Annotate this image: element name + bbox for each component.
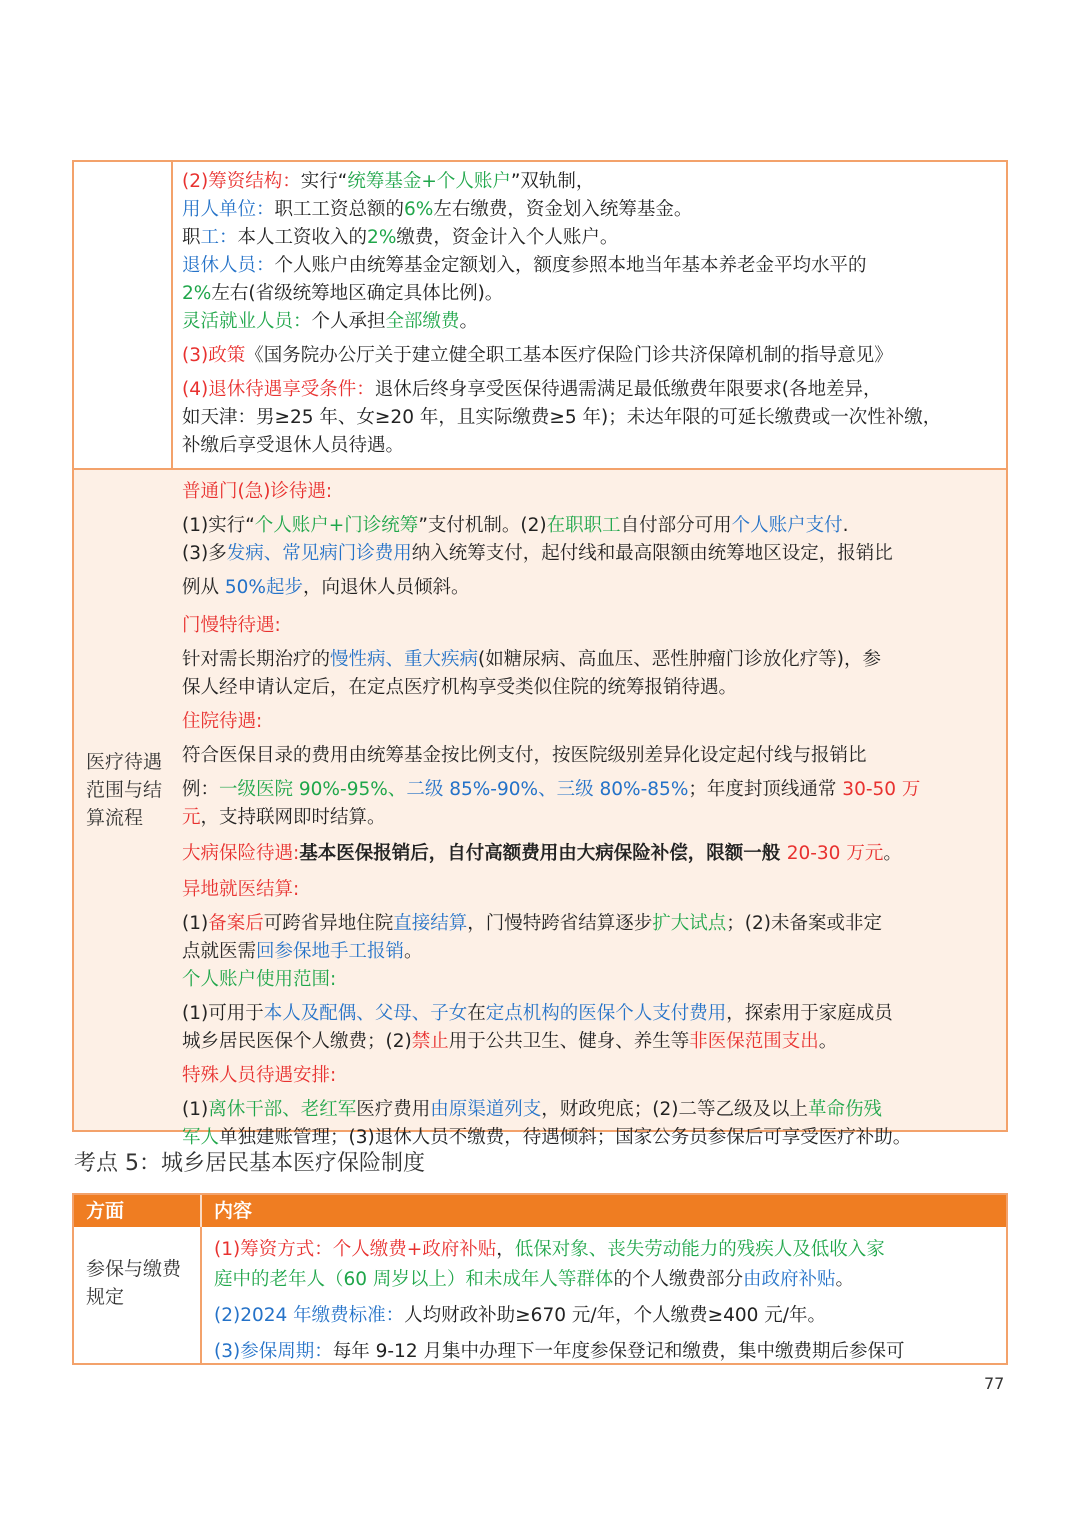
inpatient-heading: 住院待遇: (182, 711, 263, 732)
flexible-line (182, 308, 1002, 336)
text: 每年 9-12 月集中办理下一年度参保登记和缴费，集中缴费期后参保可 (332, 1341, 905, 1362)
highlight: 50%起步 (224, 577, 304, 598)
critical-illness-line (182, 840, 1002, 868)
table-header (74, 1195, 1006, 1227)
chronic-line2 (182, 674, 1002, 702)
text: 基本医保报销后，自付高额费用由大病保险补偿，限额一般 (299, 843, 787, 864)
highlight: 全部缴费 (385, 311, 460, 332)
highlight: 军人 (182, 1127, 220, 1148)
row2-content (182, 478, 1002, 1152)
funding-structure (182, 168, 1002, 196)
highlight: 20-30 万元 (786, 843, 884, 864)
highlight: 由原渠道列支 (430, 1099, 542, 1120)
text: 如天津：男≥25 年、女≥20 年，且实际缴费≥5 年)；未达年限的可延长缴费或一次性补缴， (182, 407, 942, 428)
row-label: 医疗待遇范围与结算流程 (86, 751, 163, 829)
text: 点就医需 (182, 941, 257, 962)
highlight: 回参保地手工报销 (256, 941, 405, 962)
text: 左右(省级统筹地区确定具体比例)。 (211, 283, 504, 304)
outpatient-line3 (182, 574, 1002, 602)
outpatient-line1 (182, 512, 1002, 540)
row1-content (182, 168, 1002, 460)
text: 职工工资总额的 (274, 199, 405, 220)
highlight: 一级医院 90%-95%、 (219, 779, 407, 800)
text: ；年度封顶线通常 (688, 779, 843, 800)
label: 退休人员： (182, 255, 275, 276)
employee-line (182, 224, 1002, 252)
text: 可跨省异地住院 (263, 913, 394, 934)
highlight: 2% (182, 283, 212, 304)
highlight: 二级 85%-90%、三级 80%-85% (406, 779, 689, 800)
text: 《国务院办公厅关于建立健全职工基本医疗保险门诊共济保障机制的指导意见》 (245, 345, 893, 366)
chronic-heading: 门慢特待遇: (182, 615, 281, 636)
text: ”双轨制， (510, 171, 595, 192)
text: 单独建账管理；(3)退休人员不缴费，待遇倾斜；国家公务员参保后可享受医疗补助。 (219, 1127, 912, 1148)
text: 左右缴费，资金划入统筹基金。 (433, 199, 693, 220)
text: ，财政兜底；(2)二等乙级及以上 (541, 1099, 808, 1120)
text: 符合医保目录的费用由统筹基金按比例支付，按医院级别差异化设定起付线与报销比 (182, 745, 867, 766)
highlight: 个人账户+门诊统筹 (254, 515, 419, 536)
text: 医疗费用 (356, 1099, 431, 1120)
label: 灵活就业人员： (182, 311, 312, 332)
remote-line1 (182, 910, 1002, 938)
text: ，向退休人员倾斜。 (303, 577, 470, 598)
text: 城乡居民医保个人缴费；(2) (182, 1031, 412, 1052)
text: 。 (459, 311, 479, 332)
highlight: 定点机构的医保个人支付费用 (485, 1003, 727, 1024)
text: 。 (835, 1269, 854, 1290)
highlight: 2% (367, 227, 397, 248)
text: 用于公共卫生、健身、养生等 (448, 1031, 690, 1052)
text: 自付部分可用 (620, 515, 732, 536)
row-label: 参保与缴费规定 (86, 1258, 182, 1308)
label: 用人单位： (182, 199, 275, 220)
text: 的个人缴费部分 (613, 1269, 743, 1290)
highlight: 统筹基金+个人账户 (347, 171, 511, 192)
retirement-condition-end (182, 432, 1002, 460)
remote-line2 (182, 938, 1002, 966)
highlight: 元 (182, 807, 201, 828)
retiree-line-cont (182, 280, 1002, 308)
text: ”支付机制。(2) (418, 515, 547, 536)
label: (2)筹资结构： (182, 171, 301, 192)
account-heading: 个人账户使用范围: (182, 969, 337, 990)
text: 。 (818, 1031, 838, 1052)
highlight: 个人缴费+政府补贴 (332, 1239, 497, 1260)
inpatient-line2 (182, 776, 1002, 804)
page-number: 77 (984, 1374, 1005, 1393)
highlight: 发病、常见病门诊费用 (226, 543, 412, 564)
resident-insurance-table (72, 1193, 1008, 1365)
text: 针对需长期治疗的 (182, 649, 331, 670)
account-line2 (182, 1028, 1002, 1056)
header-content: 内容 (214, 1200, 253, 1222)
benefits-table (72, 160, 1008, 1148)
highlight: 在职职工 (546, 515, 621, 536)
text: (1)可用于 (182, 1003, 264, 1024)
label: (2)2024 年缴费标准： (214, 1305, 405, 1326)
text: 退休后终身享受医保待遇需满足最低缴费年限要求(各地差异， (374, 379, 882, 400)
label: (4)退休待遇享受条件： (182, 379, 375, 400)
account-line1 (182, 1000, 1002, 1028)
payment-standard (214, 1301, 1000, 1331)
text: ；(2)未备案或非定 (726, 913, 883, 934)
highlight: 慢性病、重大疾病 (330, 649, 479, 670)
highlight: 非医保范围支出 (689, 1031, 819, 1052)
text: 在 (467, 1003, 486, 1024)
funding-method (214, 1235, 1000, 1265)
text: 本人工资收入的 (237, 227, 368, 248)
text: 保人经申请认定后，在定点医疗机构享受类似住院的统筹报销待遇。 (182, 677, 738, 698)
enrollment-period (214, 1337, 1000, 1367)
label: (1)筹资方式： (214, 1239, 333, 1260)
funding-method-cont (214, 1265, 1000, 1295)
highlight: 扩大试点 (652, 913, 727, 934)
text: 补缴后享受退休人员待遇。 (182, 435, 405, 456)
text: ，探索用于家庭成员 (726, 1003, 893, 1024)
text: ，门慢特跨省结算逐步 (467, 913, 653, 934)
text: 缴费，资金计入个人账户。 (396, 227, 619, 248)
label: (3)参保周期： (214, 1341, 333, 1362)
retiree-line (182, 252, 1002, 280)
text: . (842, 515, 849, 536)
text: 例： (182, 779, 220, 800)
outpatient-line2 (182, 540, 1002, 568)
inpatient-line3 (182, 804, 1002, 832)
highlight: 革命伤残 (807, 1099, 882, 1120)
text: 例从 (182, 577, 225, 598)
employer-line (182, 196, 1002, 224)
highlight: 由政府补贴 (742, 1269, 836, 1290)
highlight: 30-50 万 (842, 779, 921, 800)
label: (3)政策 (182, 345, 246, 366)
highlight: 6% (404, 199, 434, 220)
chronic-line1 (182, 646, 1002, 674)
label: 大病保险待遇: (182, 843, 300, 864)
text: (1)实行“ (182, 515, 255, 536)
retirement-condition (182, 376, 1002, 404)
header-aspect: 方面 (86, 1200, 125, 1222)
text: (3)多 (182, 543, 227, 564)
retirement-condition-cont (182, 404, 1002, 432)
remote-heading: 异地就医结算: (182, 879, 300, 900)
text: 实行“ (300, 171, 348, 192)
section-title: 考点 5：城乡居民基本医疗保险制度 (74, 1151, 425, 1176)
special-line1 (182, 1096, 1002, 1124)
row-divider (74, 468, 1006, 470)
highlight: 直接结算 (393, 913, 468, 934)
text: (1) (182, 1099, 209, 1120)
highlight: 本人及配偶、父母、子女 (263, 1003, 468, 1024)
text: 个人账户由统筹基金定额划入，额度参照本地当年基本养老金平均水平的 (274, 255, 867, 276)
text: 职 (182, 227, 201, 248)
label: 工： (200, 227, 238, 248)
header-divider (200, 1195, 202, 1227)
text: 纳入统筹支付，起付线和最高限额由统筹地区设定，报销比 (411, 543, 893, 564)
text: 。 (404, 941, 423, 962)
outpatient-heading: 普通门(急)诊待遇: (182, 481, 333, 502)
text: 。 (883, 843, 902, 864)
special-heading: 特殊人员待遇安排: (182, 1065, 337, 1086)
highlight: 低保对象、丧失劳动能力的残疾人及低收入家 (514, 1239, 885, 1260)
highlight: 离休干部、老红军 (208, 1099, 357, 1120)
highlight: 个人账户支付 (731, 515, 843, 536)
inpatient-line1 (182, 742, 1002, 770)
text: (1) (182, 913, 209, 934)
text: 人均财政补助≥670 元/年，个人缴费≥400 元/年。 (404, 1305, 827, 1326)
text: 个人承担 (311, 311, 386, 332)
policy-line (182, 342, 1002, 370)
text: (如糖尿病、高血压、恶性肿瘤门诊放化疗等)，参 (478, 649, 881, 670)
highlight: 禁止 (411, 1031, 449, 1052)
highlight: 庭中的老年人（60 周岁以上）和未成年人等群体 (214, 1269, 614, 1290)
text: ，支持联网即时结算。 (200, 807, 386, 828)
text: ， (496, 1239, 515, 1260)
row-content (214, 1235, 1000, 1367)
highlight: 备案后 (208, 913, 264, 934)
